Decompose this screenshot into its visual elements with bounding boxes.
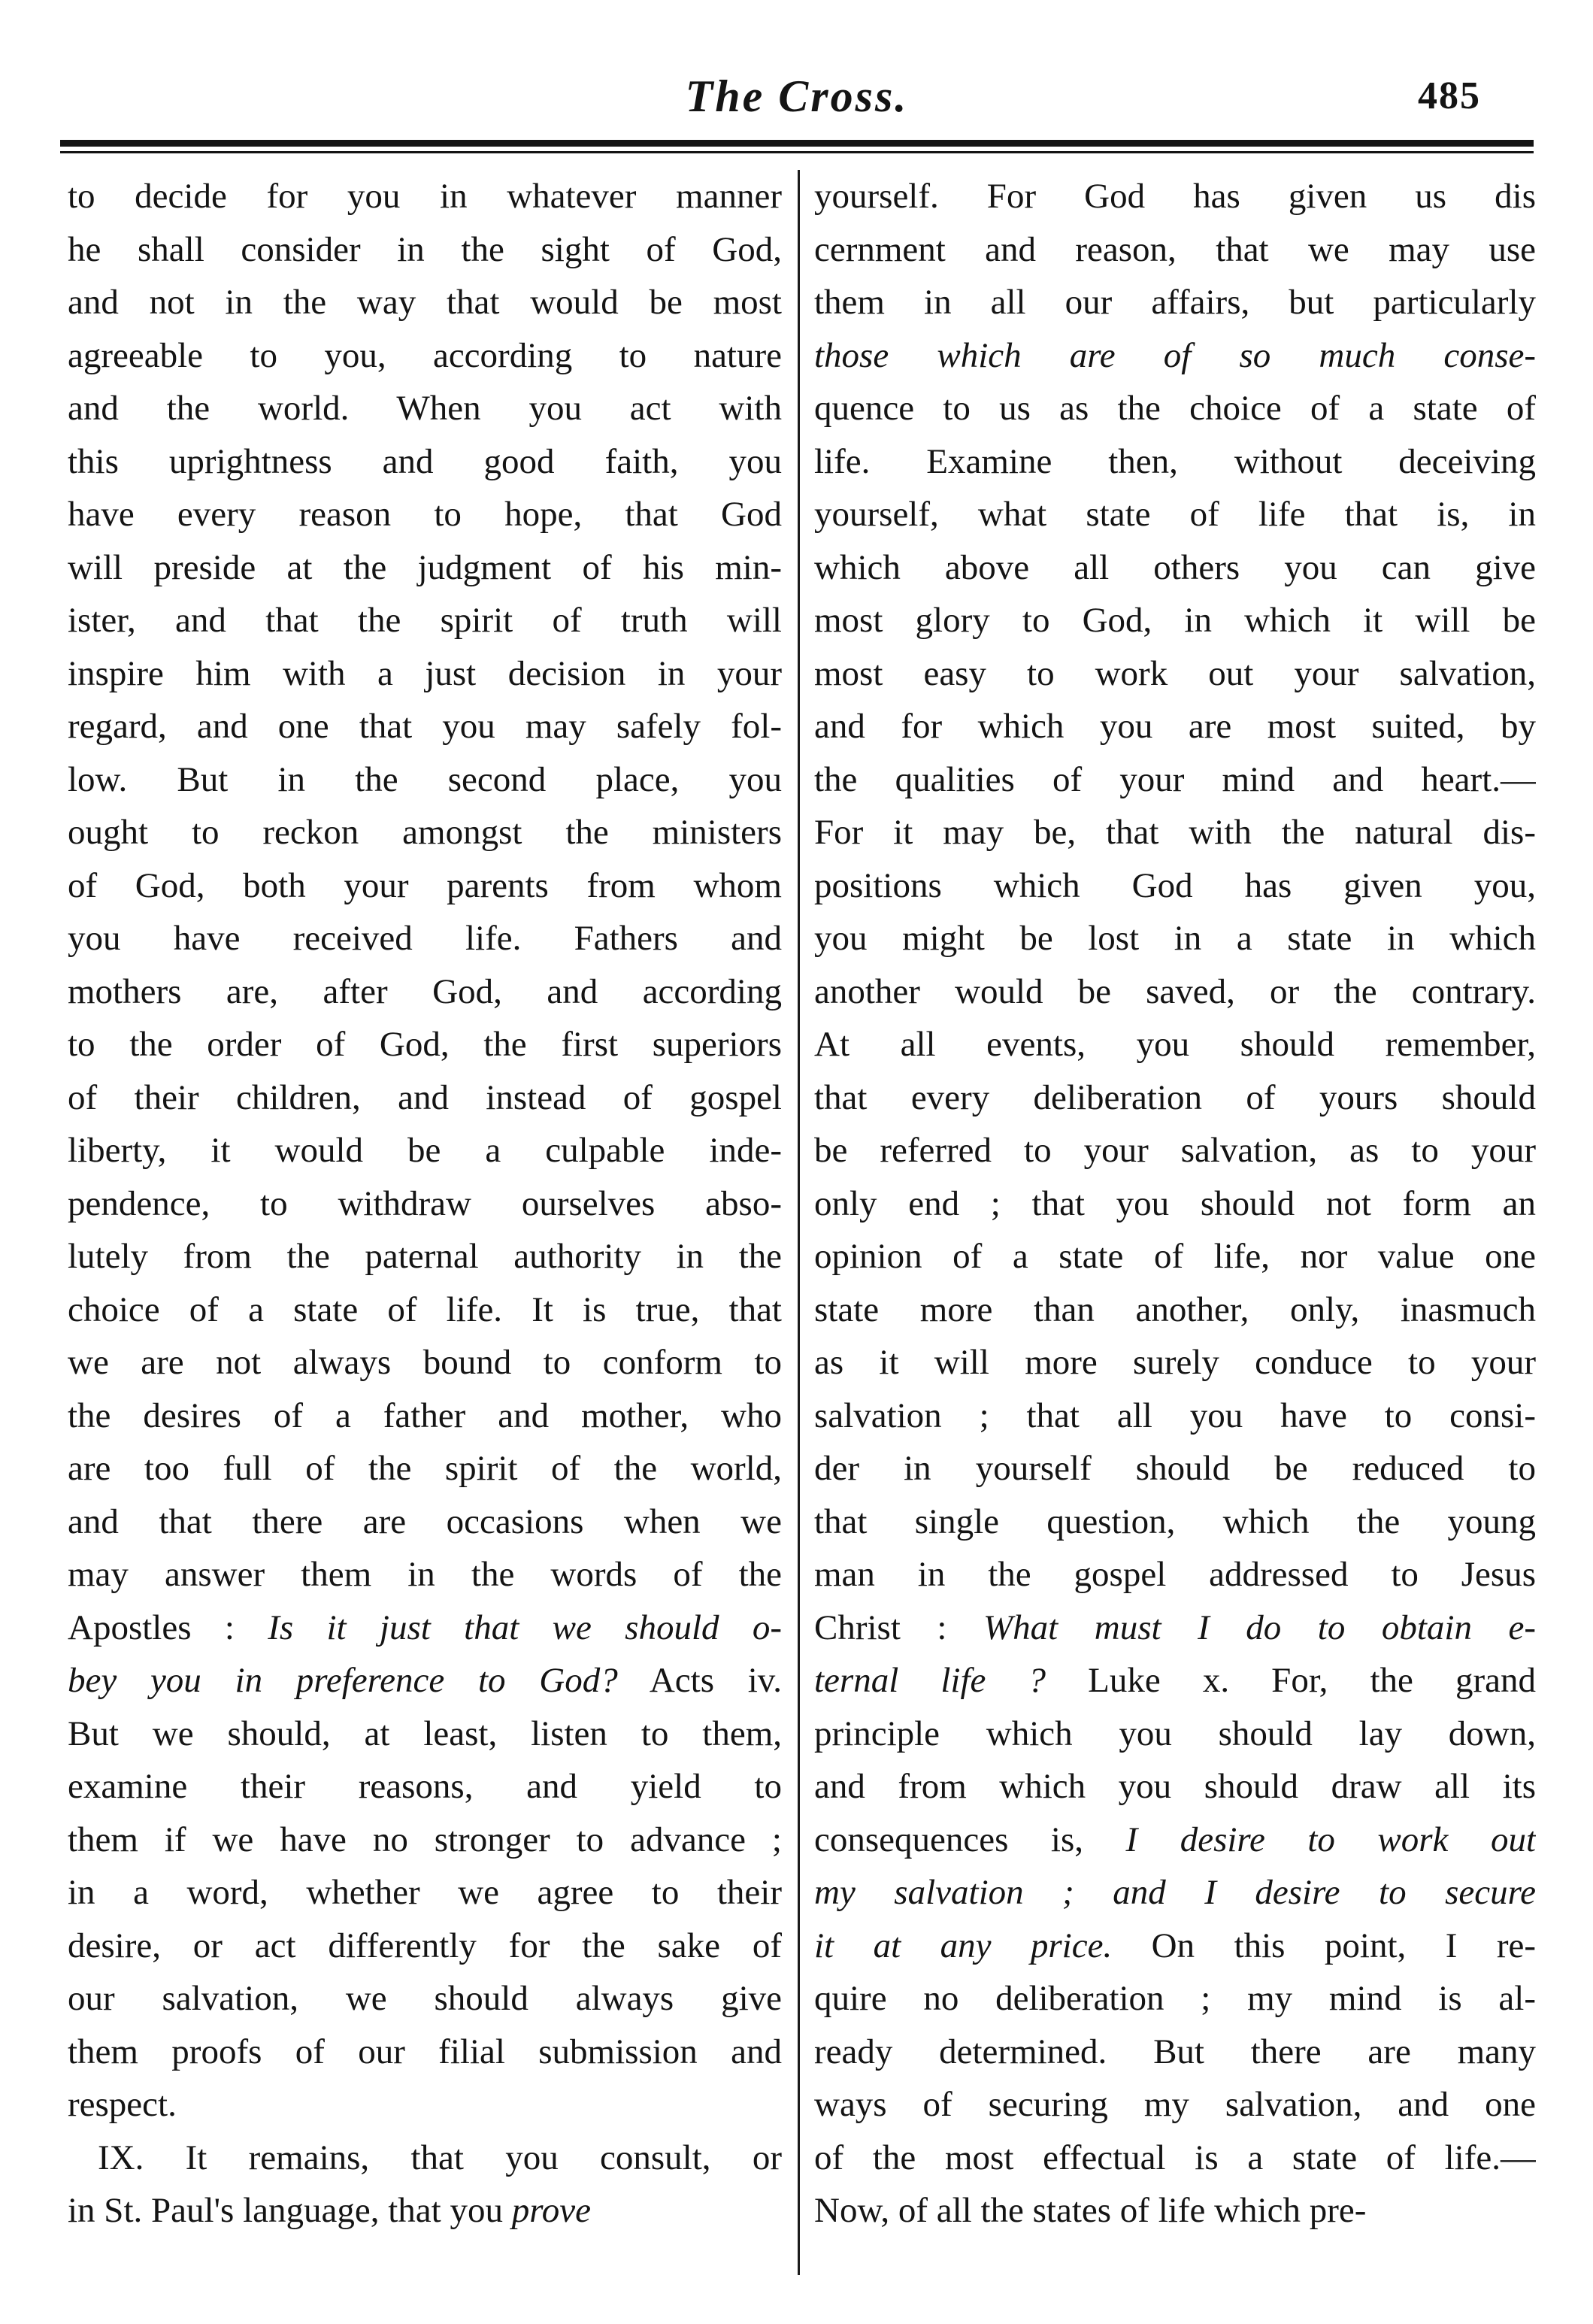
text-segment: most glory to God, in which it will be [814,601,1536,640]
text-segment: At all events, you should remember, [814,1025,1536,1064]
text-line [68,647,782,701]
text-line [68,1548,782,1601]
text-segment: of God, both your parents from whom [68,865,782,905]
text-line [814,1654,1536,1707]
text-line [68,1707,782,1761]
text-segment: Luke x. For, the grand [1046,1661,1536,1700]
text-segment: you have received life. Fathers and [68,919,782,958]
text-segment: another would be saved, or the contrary. [814,971,1536,1011]
text-line [814,700,1536,753]
text-segment: them if we have no stronger to advance ; [68,1820,782,1859]
text-line [814,1124,1536,1177]
text-line [814,2184,1536,2238]
text-line [68,223,782,277]
text-segment: we are not always bound to conform to [68,1343,782,1382]
italic-text: it at any price. [814,1926,1113,1965]
italic-text: bey you in preference to God? [68,1661,618,1700]
text-line [814,1177,1536,1231]
text-line [814,1707,1536,1761]
text-segment: have every reason to hope, that God [68,495,782,534]
text-line [68,2026,782,2079]
text-line [68,1813,782,1867]
text-segment: agreeable to you, according to nature [68,335,782,375]
text-line [68,329,782,383]
text-line [68,276,782,329]
text-segment: inspire him with a just decision in your [68,653,782,693]
text-segment: ways of securing my salvation, and one [814,2085,1536,2124]
text-line [68,2184,782,2238]
text-segment: examine their reasons, and yield to [68,1767,782,1806]
text-segment: regard, and one that you may safely fol- [68,707,782,746]
text-segment: liberty, it would be a culpable inde- [68,1131,782,1170]
text-segment: to decide for you in whatever manner [68,177,782,216]
text-segment: For it may be, that with the natural dis- [814,813,1536,852]
italic-text: I desire to work out [1125,1820,1536,1859]
text-segment: pendence, to withdraw ourselves abso- [68,1183,782,1223]
text-line [814,1601,1536,1655]
text-line [814,1866,1536,1919]
column-divider [798,170,800,2275]
text-line [68,1336,782,1389]
text-line [68,1919,782,1973]
text-segment: in a word, whether we agree to their [68,1873,782,1912]
text-line [814,276,1536,329]
text-line [68,1760,782,1813]
text-segment: salvation ; that all you have to consi- [814,1395,1536,1435]
text-segment: you might be lost in a state in which [814,919,1536,958]
text-line [68,753,782,807]
text-line [68,1389,782,1443]
text-line [814,1813,1536,1867]
text-segment: ister, and that the spirit of truth will [68,601,782,640]
text-segment: choice of a state of life. It is true, that [68,1289,782,1329]
text-segment: that single question, which the young [814,1501,1536,1541]
italic-text: my salvation ; and I desire to secure [814,1873,1536,1912]
text-segment: which above all others you can give [814,547,1536,587]
text-segment: that every deliberation of yours should [814,1077,1536,1117]
text-segment: low. But in the second place, you [68,759,782,799]
text-segment: Apostles : [68,1607,268,1647]
text-segment: may answer them in the words of the [68,1555,782,1594]
text-line [68,2078,782,2132]
italic-text: What must I do to obtain e- [983,1607,1536,1647]
page-number: 485 [1418,74,1481,117]
text-line [814,435,1536,489]
text-segment: But we should, at least, listen to them, [68,1713,782,1753]
text-segment: to the order of God, the first superiors [68,1025,782,1064]
text-line [68,1654,782,1707]
text-segment: and the world. When you act with [68,389,782,428]
text-line [68,594,782,647]
italic-text: prove [511,2191,591,2230]
text-segment: positions which God has given you, [814,865,1536,905]
text-line [814,965,1536,1019]
text-line [814,382,1536,435]
text-segment: desire, or act differently for the sake of [68,1926,782,1965]
text-line [814,1230,1536,1283]
text-segment: of the most effectual is a state of life.— [814,2138,1536,2177]
text-segment: and from which you should draw all its [814,1767,1536,1806]
text-line [68,700,782,753]
text-segment: opinion of a state of life, nor value one [814,1237,1536,1276]
left-text-column [68,170,782,2238]
text-line [68,1866,782,1919]
text-segment: On this point, I re- [1112,1926,1536,1965]
text-line [68,1283,782,1337]
text-line [68,1018,782,1071]
text-line [68,1177,782,1231]
text-segment: and not in the way that would be most [68,283,782,322]
italic-text: Is it just that we should o- [268,1607,782,1647]
text-segment: respect. [68,2085,177,2124]
text-segment: will preside at the judgment of his min- [68,547,782,587]
text-line [68,2132,782,2185]
text-segment: in St. Paul's language, that you [68,2191,512,2230]
text-segment: are too full of the spirit of the world, [68,1449,782,1488]
text-line [814,753,1536,807]
text-line [68,1442,782,1495]
text-line [68,1230,782,1283]
text-segment: most easy to work out your salvation, [814,653,1536,693]
text-segment: them proofs of our filial submission and [68,2032,782,2071]
text-line [68,435,782,489]
text-segment: consequences is, [814,1820,1126,1859]
text-line [814,1283,1536,1337]
text-segment: the qualities of your mind and heart.— [814,759,1536,799]
text-segment: life. Examine then, without deceiving [814,441,1536,481]
text-line [814,541,1536,595]
text-line [814,329,1536,383]
text-line [814,1760,1536,1813]
text-segment: ought to reckon amongst the ministers [68,813,782,852]
text-segment: and that there are occasions when we [68,1501,782,1541]
text-line [814,488,1536,541]
text-segment: man in the gospel addressed to Jesus [814,1555,1536,1594]
text-segment: them in all our affairs, but particularly [814,283,1536,322]
text-line [68,170,782,223]
header-rule-thin [60,151,1534,153]
text-segment: der in yourself should be reduced to [814,1449,1536,1488]
text-line [814,2026,1536,2079]
text-line [814,1919,1536,1973]
text-line [814,1389,1536,1443]
right-text-column [814,170,1536,2238]
text-segment: he shall consider in the sight of God, [68,229,782,269]
text-line [814,1972,1536,2026]
text-line [68,541,782,595]
header-rule-thick [60,140,1534,147]
text-line [814,806,1536,859]
text-segment: as it will more surely conduce to your [814,1343,1536,1382]
text-segment: Acts iv. [617,1661,782,1700]
text-line [814,1336,1536,1389]
text-segment: and for which you are most suited, by [814,707,1536,746]
text-line [68,488,782,541]
text-line [814,1495,1536,1549]
text-segment: of their children, and instead of gospel [68,1077,782,1117]
text-segment: yourself, what state of life that is, in [814,495,1536,534]
text-segment: state more than another, only, inasmuch [814,1289,1536,1329]
text-line [68,1972,782,2026]
text-line [68,1071,782,1125]
text-segment: Now, of all the states of life which pre- [814,2191,1367,2230]
text-line [68,965,782,1019]
text-line [68,859,782,913]
text-line [814,1018,1536,1071]
text-segment: cernment and reason, that we may use [814,229,1536,269]
text-line [68,382,782,435]
text-segment: mothers are, after God, and according [68,971,782,1011]
text-segment: the desires of a father and mother, who [68,1395,782,1435]
italic-text: those which are of so much conse- [814,335,1536,375]
text-segment: ready determined. But there are many [814,2032,1536,2071]
text-line [814,223,1536,277]
text-segment: Christ : [814,1607,984,1647]
text-line [814,912,1536,965]
text-line [814,859,1536,913]
text-segment: our salvation, we should always give [68,1979,782,2018]
text-line [68,806,782,859]
text-segment: quence to us as the choice of a state of [814,389,1536,428]
italic-text: ternal life ? [814,1661,1046,1700]
text-line [68,912,782,965]
text-segment: principle which you should lay down, [814,1713,1536,1753]
text-line [814,1548,1536,1601]
text-line [814,2132,1536,2185]
text-line [68,1601,782,1655]
text-segment: lutely from the paternal authority in the [68,1237,782,1276]
text-line [814,647,1536,701]
text-segment: this uprightness and good faith, you [68,441,782,481]
text-segment: quire no deliberation ; my mind is al- [814,1979,1536,2018]
text-line [814,2078,1536,2132]
text-segment: only end ; that you should not form an [814,1183,1536,1223]
text-segment: IX. It remains, that you consult, or [98,2138,782,2177]
text-line [814,1442,1536,1495]
text-line [814,170,1536,223]
page-header [60,71,1534,131]
running-title: The Cross. [685,71,909,121]
text-line [68,1495,782,1549]
text-line [814,1071,1536,1125]
text-line [814,594,1536,647]
text-segment: yourself. For God has given us dis [814,177,1536,216]
text-line [68,1124,782,1177]
text-segment: be referred to your salvation, as to your [814,1131,1536,1170]
